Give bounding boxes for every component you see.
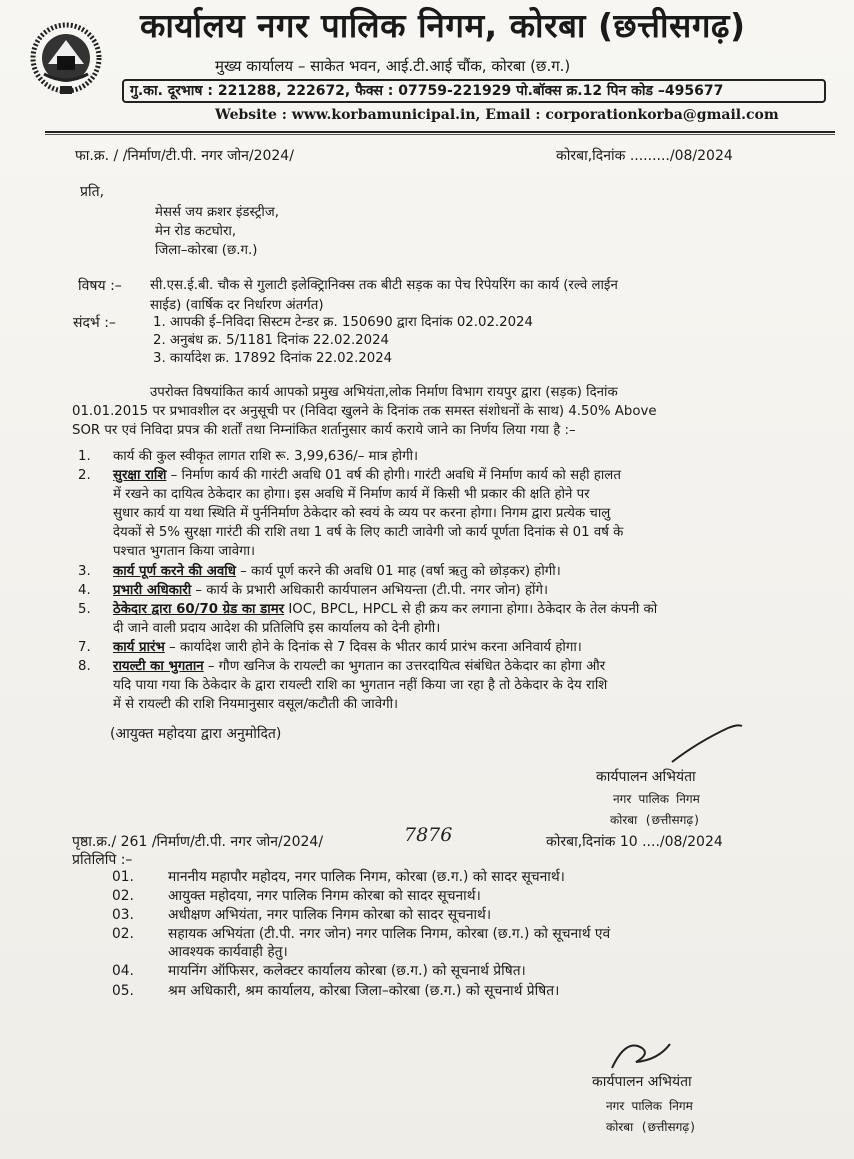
condition-line: देयकों से 5% सुरक्षा गारंटी की राशि तथा 1 वर्ष के लिए काटी जावेगी जो कार्य पूर्णता दिनांक से 01 वर्ष के bbox=[113, 525, 624, 540]
condition-heading: सुरक्षा राशि bbox=[113, 468, 167, 483]
signatory-org: नगर पालिक निगम bbox=[613, 792, 700, 806]
condition-number: 1. bbox=[78, 449, 91, 464]
condition-line: सुधार कार्य या यथा स्थिति में पुर्ननिर्माण ठेकेदार को स्वयं के व्यय पर करना होगा। निगम द्वारा प्रत्येक चालु bbox=[113, 506, 611, 521]
condition-line bbox=[113, 466, 621, 485]
copy-number: 05. bbox=[112, 983, 134, 999]
handwritten-dispatch-number: 7876 bbox=[404, 824, 453, 846]
condition-number: 3. bbox=[78, 564, 91, 579]
condition-line: यदि पाया गया कि ठेकेदार के द्वारा रायल्टी राशि का भुगतान नहीं किया जा रहा है तो ठेकेदार के देय राशि bbox=[113, 678, 608, 693]
office-address: मुख्य कार्यालय – साकेत भवन, आई.टी.आई चौंक, कोरबा (छ.ग.) bbox=[215, 57, 571, 75]
copy-label: प्रतिलिपि :– bbox=[72, 852, 133, 868]
intro-line: उपरोक्त विषयांकित कार्य आपको प्रमुख अभियंता,लोक निर्माण विभाग रायपुर द्वारा (सड़क) दिनांक bbox=[150, 385, 618, 400]
contact-website-email: Website : www.korbamunicipal.in, Email : corporationkorba@gmail.com bbox=[215, 107, 779, 123]
copy-number: 03. bbox=[112, 907, 134, 923]
reference-list bbox=[153, 314, 533, 368]
copy-number: 04. bbox=[112, 963, 134, 979]
copy-recipient-line: मायनिंग ऑफिसर, कलेक्टर कार्यालय कोरबा (छ.ग.) को सूचनार्थ प्रेषित। bbox=[168, 963, 526, 979]
condition-line: दी जाने वाली प्रदाय आदेश की प्रतिलिपि इस कार्यालय को देनी होगी। bbox=[113, 621, 441, 636]
approval-note: (आयुक्त महोदया द्वारा अनुमोदित) bbox=[110, 726, 282, 742]
condition-text: – कार्यादेश जारी होने के दिनांक से 7 दिवस के भीतर कार्य प्रारंभ करना अनिवार्य होगा। bbox=[164, 640, 582, 655]
condition-line: में से रायल्टी की राशि नियमानुसार वसूल/कटौती की जावेगी। bbox=[113, 697, 399, 712]
condition-number: 7. bbox=[78, 640, 91, 655]
condition-heading: कार्य पूर्ण करने की अवधि bbox=[113, 564, 236, 579]
condition-line bbox=[113, 600, 657, 619]
contact-phones: गु.का. दूरभाष : 221288, 222672, फैक्स : 07759-221929 पो.बॉक्स क्र.12 पिन कोड –495677 bbox=[130, 83, 724, 99]
header-divider-thin bbox=[45, 134, 835, 135]
intro-line: SOR पर एवं निविदा प्रपत्र की शर्तों तथा निम्नांकित शर्तानुसार कार्य कराये जाने का निर्णय लिया गया है :– bbox=[72, 423, 576, 438]
condition-number: 5. bbox=[78, 602, 91, 617]
condition-text: – गौण खनिज के रायल्टी का भुगतान का उत्तरदायित्व संबंधित ठेकेदार का होगा और bbox=[203, 659, 606, 674]
condition-line bbox=[113, 562, 561, 581]
signatory-title: कार्यपालन अभियंता bbox=[596, 769, 696, 785]
copy-recipient-line: माननीय महापौर महोदय, नगर पालिक निगम, कोरबा (छ.ग.) को सादर सूचनार्थ। bbox=[168, 869, 565, 885]
copy-number: 02. bbox=[112, 926, 134, 942]
recipient-line: जिला–कोरबा (छ.ग.) bbox=[155, 243, 258, 258]
municipal-emblem-logo bbox=[30, 20, 102, 100]
signatory-title: कार्यपालन अभियंता bbox=[592, 1074, 692, 1090]
subject-line: सी.एस.ई.बी. चौक से गुलाटी इलेक्ट्रिानिक्स तक बीटी सड़क का पेच रिपेयरिंग का कार्य (रल्वे लाईन bbox=[150, 278, 618, 293]
reference-label: संदर्भ :– bbox=[73, 315, 116, 331]
condition-heading: कार्य प्रारंभ bbox=[113, 640, 165, 655]
endorsement-ref-number: पृष्ठा.क्र./ 261 /निर्माण/टी.पी. नगर जोन/2024/ bbox=[72, 834, 324, 850]
to-label: प्रति, bbox=[80, 184, 105, 200]
condition-text: – निर्माण कार्य की गारंटी अवधि 01 वर्ष की होगी। गारंटी अवधि में निर्माण कार्य को सही हालत bbox=[166, 468, 621, 483]
copy-recipient-line: अधीक्षण अभियंता, नगर पालिक निगम कोरबा को सादर सूचनार्थ। bbox=[168, 907, 492, 923]
signatory-org: नगर पालिक निगम bbox=[606, 1099, 693, 1113]
signatory-place: कोरबा (छत्तीसगढ़) bbox=[606, 1120, 697, 1134]
condition-text: – कार्य पूर्ण करने की अवधि 01 माह (वर्षा ऋतु को छोड़कर) होगी। bbox=[235, 564, 561, 579]
copy-recipient-line: सहायक अभियंता (टी.पी. नगर जोन) नगर पालिक निगम, कोरबा (छ.ग.) को सूचनार्थ एवं bbox=[168, 926, 611, 942]
condition-line: में रखने का दायित्व ठेकेदार का होगा। इस अवधि में निर्माण कार्य में किसी भी प्रकार की क्षति होने पर bbox=[113, 487, 590, 502]
copy-recipient-line: आयुक्त महोदया, नगर पालिक निगम कोरबा को सादर सूचनार्थ। bbox=[168, 888, 481, 904]
subject-line: साईड) (वार्षिक दर निर्धारण अंतर्गत) bbox=[150, 298, 324, 313]
condition-heading: रायल्टी का भुगतान bbox=[113, 659, 204, 674]
endorsement-date: कोरबा,दिनांक 10 ..../08/2024 bbox=[546, 834, 723, 850]
recipient-line: मेसर्स जय क्रशर इंडस्ट्रीज, bbox=[155, 205, 279, 220]
condition-number: 2. bbox=[78, 468, 91, 483]
recipient-line: मेन रोड कटघोरा, bbox=[155, 224, 237, 239]
condition-line: पश्चात भुगतान किया जावेगा। bbox=[113, 544, 256, 559]
letter-date: कोरबा,दिनांक ........./08/2024 bbox=[556, 148, 733, 164]
office-title: कार्यालय नगर पालिक निगम, कोरबा (छत्तीसगढ़) bbox=[140, 6, 746, 45]
reference-item: 3. कार्यादेश क्र. 17892 दिनांक 22.02.2024 bbox=[153, 351, 393, 366]
condition-line bbox=[113, 638, 582, 657]
handwritten-signature-stamp bbox=[606, 1034, 676, 1074]
subject-label: विषय :– bbox=[78, 278, 122, 294]
copy-recipient-line: श्रम अधिकारी, श्रम कार्यालय, कोरबा जिला–कोरबा (छ.ग.) को सूचनार्थ प्रेषित। bbox=[168, 983, 560, 999]
reference-item: 1. आपकी ई–निविदा सिस्टम टेन्डर क्र. 150690 द्वारा दिनांक 02.02.2024 bbox=[153, 315, 533, 330]
subject-text bbox=[150, 276, 618, 316]
intro-line: 01.01.2015 पर प्रभावशील दर अनुसूची पर (निविदा खुलने के दिनांक तक समस्त संशोधनों के साथ) 4.50% Above bbox=[72, 404, 657, 419]
copy-number: 02. bbox=[112, 888, 134, 904]
copy-number: 01. bbox=[112, 869, 134, 885]
condition-line bbox=[113, 657, 605, 676]
signatory-place: कोरबा (छत्तीसगढ़) bbox=[610, 813, 701, 827]
copy-recipient-line: आवश्यक कार्यवाही हेतु। bbox=[168, 944, 288, 960]
condition-number: 4. bbox=[78, 583, 91, 598]
reference-item: 2. अनुबंध क्र. 5/1181 दिनांक 22.02.2024 bbox=[153, 333, 390, 348]
condition-number: 8. bbox=[78, 659, 91, 674]
handwritten-signature bbox=[668, 722, 748, 766]
letter-ref-number: फा.क्र. / /निर्माण/टी.पी. नगर जोन/2024/ bbox=[75, 148, 294, 164]
condition-heading: प्रभारी अधिकारी bbox=[113, 583, 192, 598]
header-divider bbox=[45, 131, 835, 133]
recipient-block bbox=[155, 203, 279, 260]
condition-line bbox=[113, 581, 548, 600]
condition-line: कार्य की कुल स्वीकृत लागत राशि रू. 3,99,636/– मात्र होगी। bbox=[113, 449, 419, 464]
condition-text: – कार्य के प्रभारी अधिकारी कार्यपालन अभियन्ता (टी.पी. नगर जोन) होंगे। bbox=[191, 583, 549, 598]
condition-heading: ठेकेदार द्वारा 60/70 ग्रेड का डामर bbox=[113, 602, 285, 617]
condition-text: IOC, BPCL, HPCL से ही क्रय कर लगाना होगा। ठेकेदार के तेल कंपनी को bbox=[284, 602, 658, 617]
